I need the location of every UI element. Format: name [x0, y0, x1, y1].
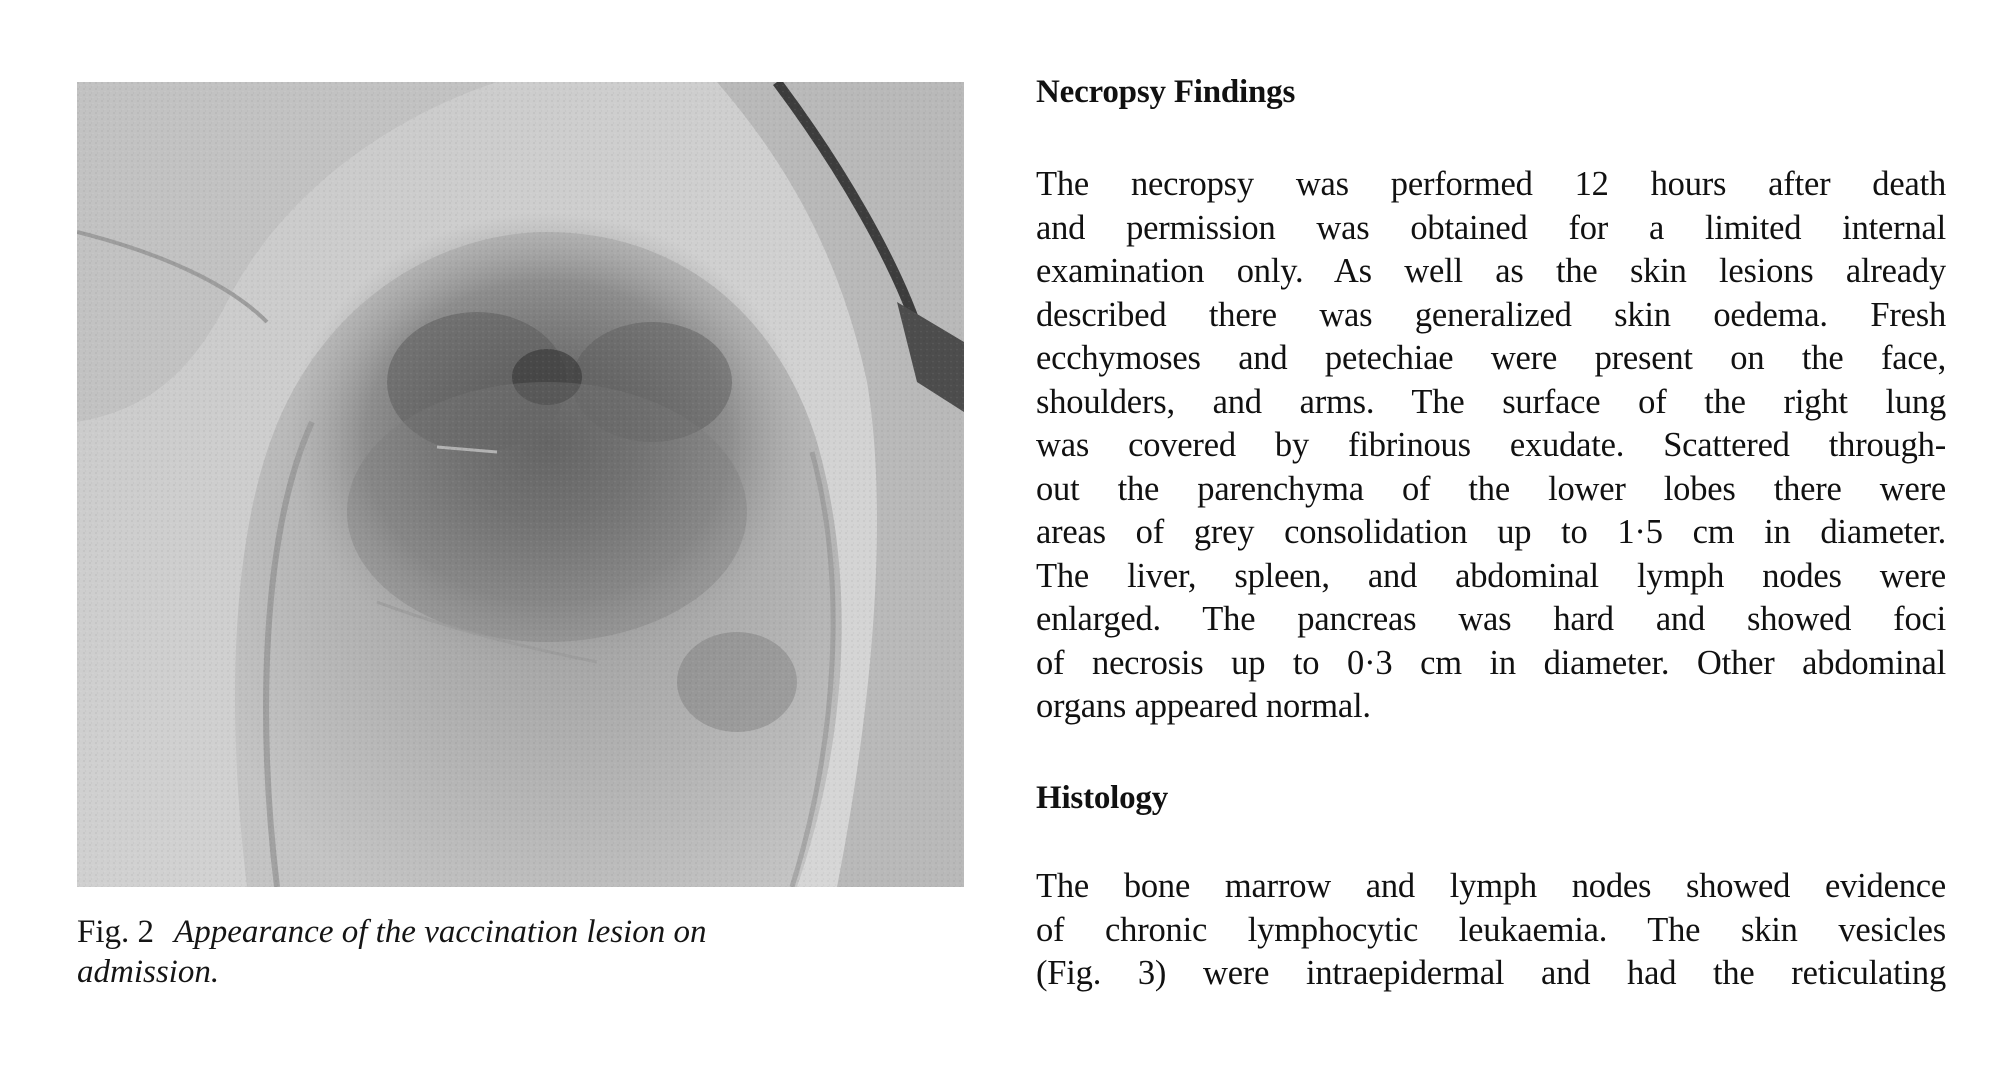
paragraph-histology	[1036, 865, 1946, 996]
text-line: The liver, spleen, and abdominal lymph nodes were	[1036, 556, 1946, 595]
text-line: ecchymoses and petechiae were present on the face,	[1036, 339, 1946, 377]
figure-caption-line-1: Appearance of the vaccination lesion on	[174, 914, 707, 950]
text-line: (Fig. 3) were intraepidermal and had the reticulating	[1036, 954, 1946, 992]
text-line: of chronic lymphocytic leukaemia. The skin vesicles	[1036, 910, 1946, 949]
vaccination-lesion-photo	[77, 82, 964, 887]
text-line: was covered by fibrinous exudate. Scattered through-	[1036, 426, 1946, 464]
text-line: examination only. As well as the skin lesions already	[1036, 252, 1946, 290]
text-line: areas of grey consolidation up to 1·5 cm in diameter.	[1036, 513, 1946, 551]
figure-caption	[77, 912, 977, 992]
section-heading-necropsy-findings: Necropsy Findings	[1036, 74, 1296, 110]
text-line: organs appeared normal.	[1036, 687, 1371, 725]
text-line: shoulders, and arms. The surface of the right lung	[1036, 382, 1946, 421]
text-line: out the parenchyma of the lower lobes there were	[1036, 469, 1946, 508]
text-line: described there was generalized skin oedema. Fresh	[1036, 295, 1946, 334]
text-line: The bone marrow and lymph nodes showed evidence	[1036, 867, 1946, 905]
section-heading-histology: Histology	[1036, 780, 1169, 816]
text-line: of necrosis up to 0·3 cm in diameter. Other abdominal	[1036, 643, 1946, 682]
text-line: and permission was obtained for a limited internal	[1036, 208, 1946, 247]
figure-2-photo	[77, 82, 964, 887]
figure-label: Fig. 2	[77, 914, 155, 950]
text-line: The necropsy was performed 12 hours after death	[1036, 165, 1946, 203]
paragraph-necropsy-findings	[1036, 163, 1946, 729]
text-line: enlarged. The pancreas was hard and showed foci	[1036, 600, 1946, 638]
figure-caption-line-2: admission.	[77, 954, 220, 990]
